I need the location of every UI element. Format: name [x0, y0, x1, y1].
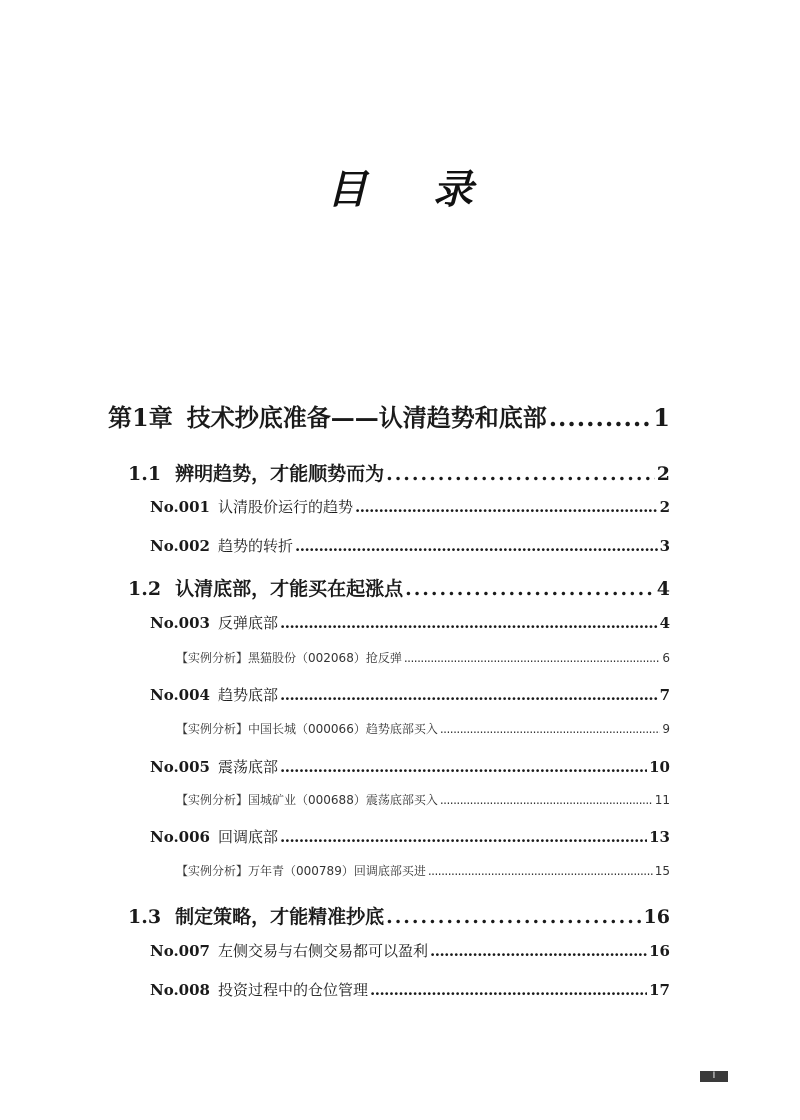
example-tag: 【实例分析】	[176, 722, 249, 736]
item-title: 趋势的转折	[218, 537, 294, 555]
toc-section-1-1[interactable]	[128, 459, 670, 486]
dot-leader	[280, 614, 658, 632]
page-number: 16	[649, 942, 670, 960]
page-number: 3	[659, 537, 670, 555]
toc-item-no008[interactable]	[150, 979, 670, 1000]
item-number: No.005	[150, 758, 210, 776]
example-tag: 【实例分析】	[176, 793, 249, 807]
dot-leader	[295, 537, 658, 555]
item-title: 投资过程中的仓位管理	[218, 981, 369, 999]
section-number: 1.1	[128, 463, 162, 485]
dot-leader	[404, 651, 661, 665]
toc-section-1-3[interactable]	[128, 902, 670, 929]
page-number: 11	[654, 793, 670, 807]
chapter-number: 第1章	[108, 403, 173, 432]
example-tag: 【实例分析】	[176, 651, 249, 665]
toc-example-000789[interactable]	[176, 862, 670, 879]
item-title: 回调底部	[218, 828, 279, 846]
toc-item-no002[interactable]	[150, 535, 670, 556]
toc-item-no004[interactable]	[150, 684, 670, 705]
item-number: No.001	[150, 498, 210, 516]
page-number: 2	[659, 498, 670, 516]
chapter-title: 技术抄底准备——认清趋势和底部	[186, 403, 547, 432]
item-number: No.002	[150, 537, 210, 555]
item-title: 震荡底部	[218, 758, 279, 776]
toc-example-000688[interactable]	[176, 791, 670, 808]
dot-leader	[280, 758, 647, 776]
toc-example-000066[interactable]	[176, 720, 670, 737]
item-title: 认清股价运行的趋势	[218, 498, 354, 516]
toc-example-002068[interactable]	[176, 649, 670, 666]
item-number: No.006	[150, 828, 210, 846]
item-title: 趋势底部	[218, 686, 279, 704]
dot-leader	[405, 578, 655, 600]
page-number: 4	[656, 578, 670, 600]
page-number: 7	[659, 686, 670, 704]
dot-leader	[549, 403, 652, 432]
section-number: 1.3	[128, 906, 162, 928]
example-title: 中国长城（000066）趋势底部买入	[248, 722, 438, 736]
page-number: 13	[649, 828, 670, 846]
dot-leader	[386, 906, 641, 928]
item-number: No.007	[150, 942, 210, 960]
page-number: 16	[643, 906, 670, 928]
dot-leader	[280, 686, 658, 704]
example-title: 国城矿业（000688）震荡底部买入	[248, 793, 438, 807]
toc-item-no006[interactable]	[150, 826, 670, 847]
toc-item-no007[interactable]	[150, 940, 670, 961]
page-number: 1	[653, 403, 670, 432]
toc-item-no001[interactable]	[150, 496, 670, 517]
item-number: No.004	[150, 686, 210, 704]
dot-leader	[440, 793, 653, 807]
page-number: 6	[662, 651, 670, 665]
dot-leader	[386, 463, 655, 485]
item-title: 反弹底部	[218, 614, 279, 632]
page-number: 10	[649, 758, 670, 776]
toc-chapter-1[interactable]	[108, 398, 670, 433]
page-number: 2	[656, 463, 670, 485]
page-number: 17	[649, 981, 670, 999]
page-number: 4	[659, 614, 670, 632]
example-tag: 【实例分析】	[176, 864, 249, 878]
dot-leader	[280, 828, 647, 846]
toc-item-no005[interactable]	[150, 756, 670, 777]
toc-item-no003[interactable]	[150, 612, 670, 633]
item-number: No.008	[150, 981, 210, 999]
dot-leader	[430, 942, 647, 960]
footer-page-number: I	[700, 1071, 728, 1082]
page-number: 9	[662, 722, 670, 736]
item-number: No.003	[150, 614, 210, 632]
section-title: 辨明趋势，才能顺势而为	[175, 463, 385, 485]
example-title: 万年青（000789）回调底部买进	[248, 864, 426, 878]
page-number: 15	[654, 864, 670, 878]
toc-section-1-2[interactable]	[128, 574, 670, 601]
item-title: 左侧交易与右侧交易都可以盈利	[218, 942, 429, 960]
dot-leader	[440, 722, 661, 736]
section-title: 制定策略，才能精准抄底	[175, 906, 385, 928]
section-title: 认清底部，才能买在起涨点	[175, 578, 404, 600]
example-title: 黑猫股份（002068）抢反弹	[248, 651, 402, 665]
page-title: 目 录	[327, 167, 499, 213]
dot-leader	[355, 498, 658, 516]
dot-leader	[370, 981, 647, 999]
section-number: 1.2	[128, 578, 162, 600]
dot-leader	[428, 864, 653, 878]
